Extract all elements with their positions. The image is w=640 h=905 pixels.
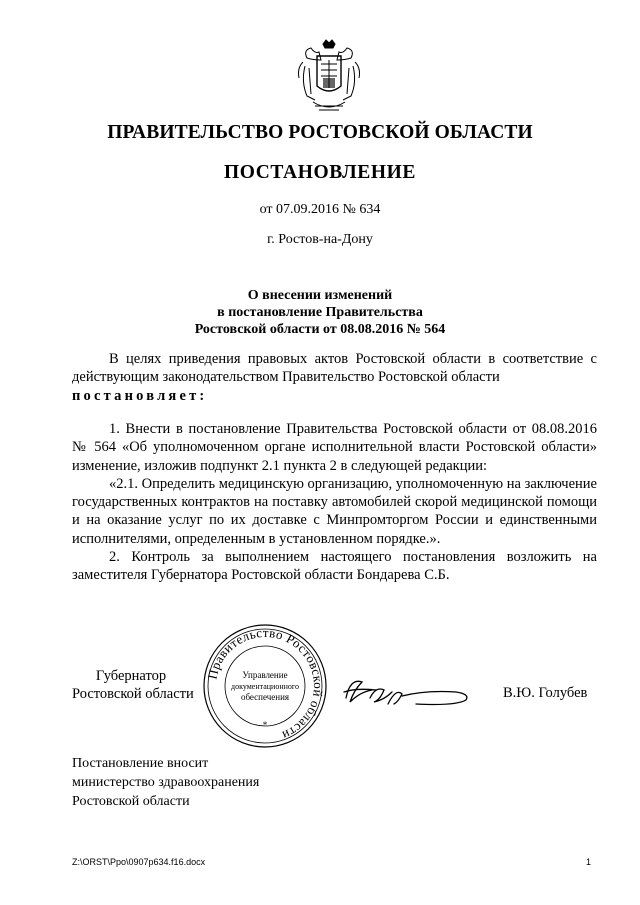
item-1: 1. Внести в постановление Правительства Ростовской области от 08.08.2016 № 564 «Об уполномоченном органе исполнительной власти Ростовской области» изменение, изложив подпункт 2.1 пункта 2 в следующей редакции: <box>72 421 597 474</box>
document-subject <box>0 287 640 338</box>
submitter-line-2: министерство здравоохранения <box>72 775 260 790</box>
seal-ring-text: Правительство Ростовской области <box>204 624 327 744</box>
item-1-quote: «2.1. Определить медицинскую организацию, уполномоченную на заключение государственных контрактов на поставку автомобилей скорой медицинской помощи и на оказание услуг по их доставке с Минпромторгом России и единственными исполнителями, определенным в установленном порядке.». <box>72 475 597 547</box>
item-2: 2. Контроль за выполнением настоящего постановления возложить на заместителя Губернатора Ростовской области Бондарева С.Б. <box>72 549 597 584</box>
items-block <box>72 420 597 585</box>
subject-line-1: О внесении изменений <box>247 288 393 303</box>
submitter-line-1: Постановление вносит <box>72 756 209 771</box>
submitter-line-3: Ростовской области <box>72 794 190 809</box>
seal-center-line-2: документационного <box>231 682 299 691</box>
submitter-note <box>72 754 259 811</box>
signatory-title-line-2: Ростовской области <box>72 686 194 702</box>
signatory-title-line-1: Губернатор <box>95 668 167 684</box>
coat-of-arms-icon <box>293 38 365 118</box>
page-number: 1 <box>586 857 592 867</box>
official-seal-icon <box>201 622 329 750</box>
svg-text:*: * <box>262 720 268 730</box>
preamble: В целях приведения правовых актов Ростовской области в соответствие с действующим законодательством Правительство Ростовской области <box>72 351 597 386</box>
subject-line-2: в постановление Правительства <box>217 305 423 320</box>
organization-title: ПРАВИТЕЛЬСТВО РОСТОВСКОЙ ОБЛАСТИ <box>107 122 533 143</box>
signatory-name: В.Ю. Голубев <box>503 685 588 701</box>
document-type: ПОСТАНОВЛЕНИЕ <box>223 162 417 183</box>
city: г. Ростов-на-Дону <box>267 232 373 247</box>
seal-center-line-1: Управление <box>242 670 288 680</box>
date-number: от 07.09.2016 № 634 <box>259 202 381 217</box>
preamble-block <box>72 350 597 405</box>
footer-file-path: Z:\ORST\Ppo\0907p634.f16.docx <box>72 857 206 867</box>
handwritten-signature <box>336 668 472 716</box>
subject-line-3: Ростовской области от 08.08.2016 № 564 <box>194 322 446 337</box>
seal-center-line-3: обеспечения <box>240 692 290 702</box>
decree-word: постановляет: <box>72 387 208 404</box>
signatory-title <box>72 667 202 703</box>
